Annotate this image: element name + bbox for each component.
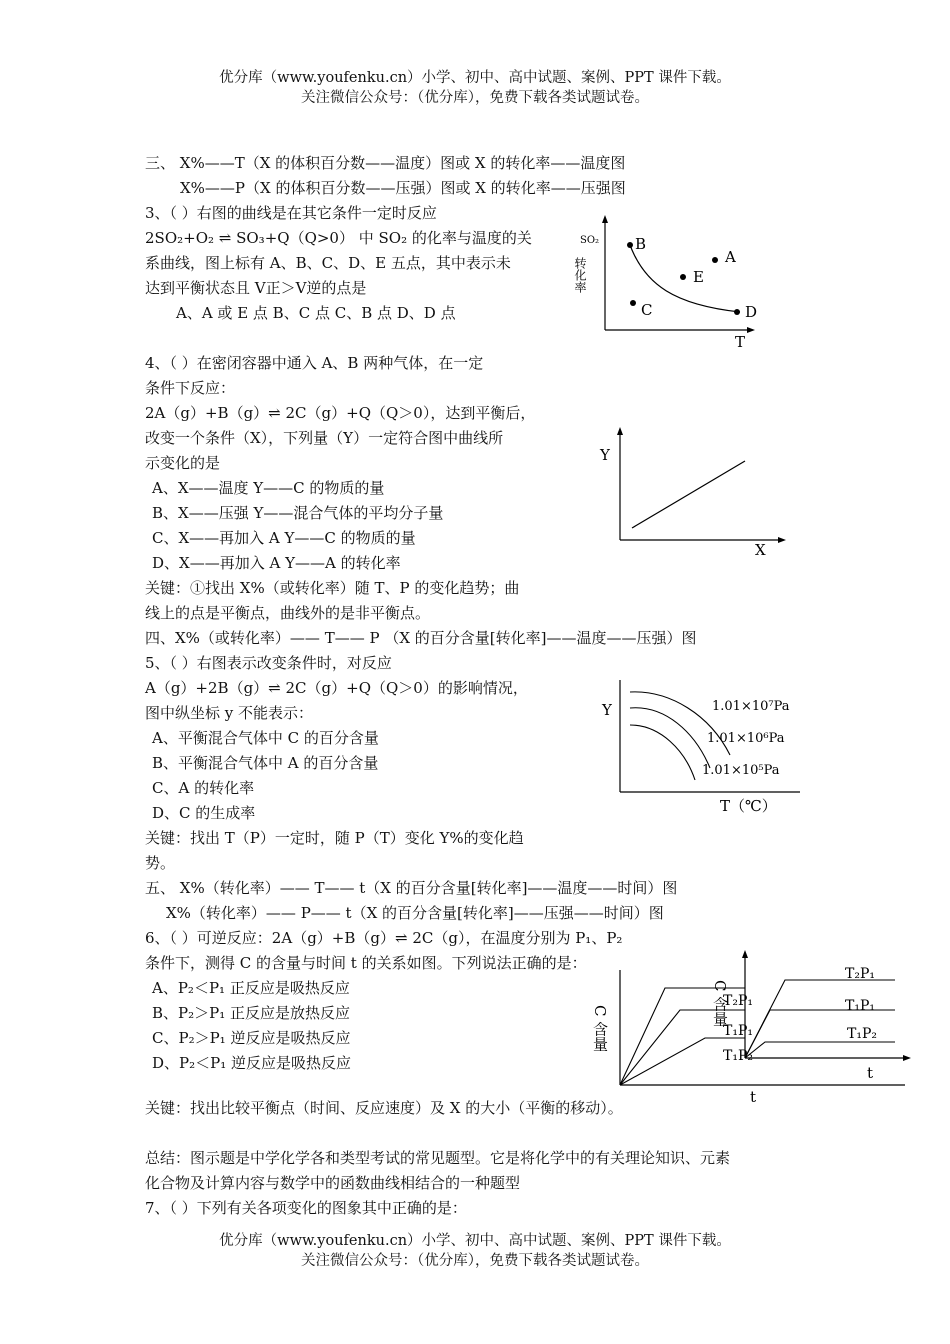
q5-curve-label-2: 1.01×10⁶Pa (707, 731, 785, 746)
q3-graph (575, 215, 775, 355)
q3-stem-1: 3、（ ）右图的曲线是在其它条件一定时反应 (145, 204, 437, 222)
q5-stem-3: 图中纵坐标 y 不能表示： (145, 704, 314, 722)
q4-option-c: C、X——再加入 A Y——C 的物质的量 (152, 529, 416, 547)
q6-stem-2: 条件下，测得 C 的含量与时间 t 的关系如图。下列说法正确的是： (145, 954, 587, 972)
q3-ylabel-top: SO₂ (580, 235, 600, 246)
q6-xlabel-left: t (750, 1088, 757, 1106)
q5-key-1: 关键：找出 T（P）一定时，随 P（T）变化 Y%的变化趋 (145, 829, 524, 847)
header-line-2: 关注微信公众号：（优分库），免费下载各类试题试卷。 (301, 90, 649, 106)
q5-key-2: 势。 (145, 854, 176, 872)
q3-stem-4: 达到平衡状态且 V正＞V逆的点是 (145, 279, 367, 297)
q6-stem-1: 6、（ ）可逆反应：2A（g）+B（g）⇌ 2C（g），在温度分别为 P₁、P₂ (145, 929, 623, 947)
q5-option-d: D、C 的生成率 (152, 804, 256, 822)
q4-ylabel: Y (600, 446, 610, 464)
header-line-1: 优分库（www.youfenku.cn）小学、初中、高中试题、案例、PPT 课件下载。 (219, 70, 731, 86)
summary-line-1: 总结：图示题是中学化学各和类型考试的常见题型。它是将化学中的有关理论知识、元素 (145, 1149, 731, 1167)
q3-point-e (680, 274, 686, 280)
q6-graph (591, 950, 925, 1110)
q6-label-left-2: T₁P₁ (723, 1023, 753, 1039)
section5-title-2: X%（转化率）—— P—— t（X 的百分含量[转化率]——压强——时间）图 (166, 904, 664, 922)
q5-xlabel: T（℃） (720, 797, 777, 815)
q4-key-1: 关键：①找出 X%（或转化率）随 T、P 的变化趋势；曲 (145, 579, 520, 597)
q4-graph (590, 425, 800, 565)
section5-title-1: 五、 X%（转化率）—— T—— t（X 的百分含量[转化率]——温度——时间）图 (145, 879, 678, 897)
q5-curve-label-1: 1.01×10⁷Pa (712, 699, 790, 714)
q5-stem-1: 5、（ ）右图表示改变条件时，对反应 (145, 654, 392, 672)
q4-option-d: D、X——再加入 A Y——A 的转化率 (152, 554, 401, 572)
q4-option-b: B、X——压强 Y——混合气体的平均分子量 (152, 504, 444, 522)
q6-option-d: D、P₂＜P₁ 逆反应是吸热反应 (152, 1054, 352, 1072)
q4-stem-5: 示变化的是 (145, 454, 221, 472)
q6-label-right-3: T₁P₂ (847, 1026, 877, 1042)
q7-stem: 7、（ ）下列有关各项变化的图象其中正确的是： (145, 1199, 467, 1217)
q3-label-c: C (641, 301, 653, 319)
q6-option-a: A、P₂＜P₁ 正反应是吸热反应 (152, 979, 350, 997)
q3-stem-3: 系曲线，图上标有 A、B、C、D、E 五点，其中表示未 (145, 254, 511, 272)
q4-option-a: A、X——温度 Y——C 的物质的量 (152, 479, 385, 497)
q5-curve-label-3: 1.01×10⁵Pa (702, 763, 780, 778)
q6-xlabel-right: t (867, 1064, 874, 1082)
q4-key-2: 线上的点是平衡点，曲线外的是非平衡点。 (145, 604, 431, 622)
q3-label-b: B (635, 235, 647, 253)
footer-line-2: 关注微信公众号：（优分库），免费下载各类试题试卷。 (301, 1253, 649, 1269)
q3-options: A、A 或 E 点 B、C 点 C、B 点 D、D 点 (176, 304, 456, 322)
q5-ylabel: Y (602, 701, 612, 719)
q6-ylabel-left: C 含量 (591, 1005, 609, 1052)
q6-option-b: B、P₂＞P₁ 正反应是放热反应 (152, 1004, 351, 1022)
q3-label-d: D (745, 303, 758, 321)
q3-point-a (712, 257, 718, 263)
q4-xlabel: X (755, 541, 766, 559)
q6-label-right-1: T₂P₁ (845, 966, 875, 982)
q3-xlabel: T (735, 333, 746, 351)
q5-stem-2: A（g）+2B（g）⇌ 2C（g）+Q（Q＞0）的影响情况， (145, 679, 528, 697)
q5-graph (590, 670, 820, 820)
q3-point-d (734, 309, 740, 315)
q3-point-b (627, 242, 633, 248)
q4-stem-2: 条件下反应： (145, 379, 236, 397)
q4-stem-3: 2A（g）+B（g）⇌ 2C（g）+Q（Q＞0），达到平衡后， (145, 404, 536, 422)
q5-option-a: A、平衡混合气体中 C 的百分含量 (152, 729, 379, 747)
q6-label-left-3: T₁P₂ (723, 1048, 753, 1064)
q4-stem-1: 4、（ ）在密闭容器中通入 A、B 两种气体，在一定 (145, 354, 484, 372)
q6-key: 关键：找出比较平衡点（时间、反应速度）及 X 的大小（平衡的移动）。 (145, 1099, 623, 1117)
q6-label-right-2: T₁P₁ (845, 998, 875, 1014)
q5-option-b: B、平衡混合气体中 A 的百分含量 (152, 754, 379, 772)
q6-label-left-1: T₂P₁ (723, 993, 753, 1009)
section4-title: 四、X%（或转化率）—— T—— P （X 的百分含量[转化率]——温度——压强）图 (145, 629, 697, 647)
section3-title-1: 三、 X%——T（X 的体积百分数——温度）图或 X 的转化率——温度图 (145, 154, 626, 172)
q5-option-c: C、A 的转化率 (152, 779, 255, 797)
q6-option-c: C、P₂＞P₁ 逆反应是吸热反应 (152, 1029, 351, 1047)
q3-stem-2: 2SO₂+O₂ ⇌ SO₃+Q（Q>0） 中 SO₂ 的化率与温度的关 (145, 229, 532, 247)
q3-label-a: A (725, 248, 736, 266)
q3-point-c (630, 300, 636, 306)
summary-line-2: 化合物及计算内容与数学中的函数曲线相结合的一种题型 (145, 1174, 521, 1192)
q3-ylabel-rest: 转化率 (573, 257, 587, 293)
q6-ylabel-right: C 含量 (711, 980, 729, 1027)
q4-stem-4: 改变一个条件（X），下列量（Y）一定符合图中曲线所 (145, 429, 504, 447)
section3-title-2: X%——P（X 的体积百分数——压强）图或 X 的转化率——压强图 (180, 179, 626, 197)
footer-line-1: 优分库（www.youfenku.cn）小学、初中、高中试题、案例、PPT 课件下载。 (219, 1233, 731, 1249)
q3-label-e: E (693, 268, 704, 286)
